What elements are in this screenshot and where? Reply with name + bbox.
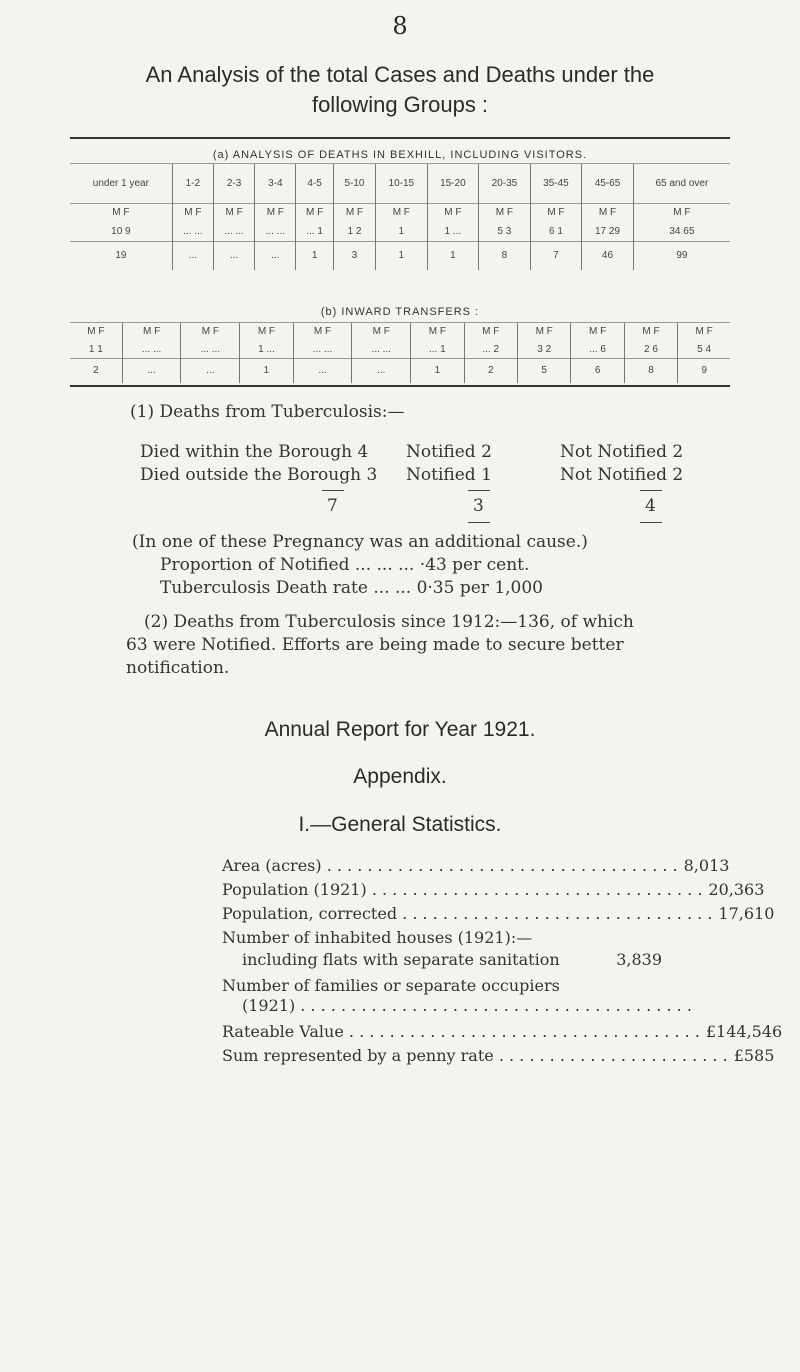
table-cell: 6 [571,359,624,383]
table-a-totals-row [70,242,730,270]
table-cell: 8 [479,242,531,270]
table-cell: 5 4 [678,341,730,359]
table-cell: 65 and over [633,164,730,204]
tb-since-1912: 63 were Notified. Efforts are being made to secure better [126,635,624,655]
stats-label: including flats with separate sanitation [242,950,560,969]
table-cell: 4-5 [296,164,333,204]
divider [468,522,490,523]
table-cell: ... [181,359,240,383]
table-cell: 15-20 [427,164,479,204]
table-cell: ... 2 [464,341,517,359]
table-cell: 7 [530,242,582,270]
table-cell: 1 [240,359,293,383]
table-cell: M F [571,323,624,341]
table-cell: 1 [296,242,333,270]
stats-value [692,996,698,1015]
stats-label: Area (acres) . . . . . . . . . . . . . . . . . . . . . . . . . . . . . . . . . . . [222,856,678,875]
table-cell: M F [172,204,213,222]
tb-heading: (1) Deaths from Tuberculosis:— [130,402,405,422]
table-cell: 1 [427,242,479,270]
divider [640,490,662,491]
table-cell: 3 [333,242,375,270]
page-number: 8 [392,12,408,40]
table-cell: 6 1 [530,222,582,242]
table-cell: M F [411,323,464,341]
table-cell: M F [240,323,293,341]
stats-row [222,928,662,947]
divider [322,490,344,491]
table-cell: M F [255,204,296,222]
inward-transfers-table [70,322,730,383]
table-cell: 34 65 [633,222,730,242]
stats-value: 17,610 [718,904,775,923]
stats-value: £585 [733,1046,775,1065]
table-cell: ... [293,359,352,383]
tb-total-not-notified: 4 [645,496,656,516]
tb-proportion: Proportion of Notified ... ... ... ·43 per cent. [160,555,530,575]
table-cell: M F [624,323,677,341]
stats-value: 20,363 [708,880,765,899]
table-cell: ... ... [122,341,181,359]
tb-row-notified: Notified 2 [406,442,492,462]
table-cell: 8 [624,359,677,383]
table-cell: 1 [376,242,428,270]
table-cell: under 1 year [70,164,172,204]
table-cell: 10-15 [376,164,428,204]
table-cell: 2 [70,359,122,383]
table-cell: 5-10 [333,164,375,204]
table-cell: ... [255,242,296,270]
stats-label: Population, corrected . . . . . . . . . . . . . . . . . . . . . . . . . . . . . . . [222,904,713,923]
table-cell: ... 1 [411,341,464,359]
table-cell: ... ... [352,341,411,359]
table-cell: M F [376,204,428,222]
tb-note: (In one of these Pregnancy was an additional cause.) [132,532,588,552]
table-b-totals-row [70,359,730,383]
deaths-analysis-table [70,163,730,270]
table-cell: ... ... [181,341,240,359]
table-b-sex-row [70,323,730,341]
stats-row [222,1022,783,1041]
table-cell: 1 ... [427,222,479,242]
stats-row [222,880,765,899]
table-cell: M F [464,323,517,341]
table-cell: 3 2 [517,341,570,359]
table-cell: M F [582,204,634,222]
table-cell: ... 6 [571,341,624,359]
table-cell: 10 9 [111,225,131,237]
table-cell: ... ... [293,341,352,359]
stats-label: Population (1921) . . . . . . . . . . . . . . . . . . . . . . . . . . . . . . . . . [222,880,703,899]
table-cell: ... ... [172,222,213,242]
tb-death-rate: Tuberculosis Death rate ... ... 0·35 per 1,000 [160,578,543,598]
stats-label: (1921) . . . . . . . . . . . . . . . . . . . . . . . . . . . . . . . . . . . . . . . [242,996,692,1015]
table-cell: M F [530,204,582,222]
table-cell: M F [479,204,531,222]
stats-row [242,996,692,1015]
table-cell: ... 1 [296,222,333,242]
table-cell: 20-35 [479,164,531,204]
table-cell: 1 ... [240,341,293,359]
table-cell: 2-3 [213,164,254,204]
table-cell: ... [213,242,254,270]
tb-row-not-notified: Not Notified 2 [560,465,684,485]
table-cell: 5 [517,359,570,383]
table-cell: ... ... [213,222,254,242]
table-cell: M F [293,323,352,341]
table-cell: M F [70,323,122,341]
table-cell: ... [352,359,411,383]
table-cell: 35-45 [530,164,582,204]
table-cell: M F [333,204,375,222]
tb-total-notified: 3 [473,496,484,516]
table-cell: 19 [70,242,172,270]
table-cell: 2 [464,359,517,383]
stats-row [222,976,662,995]
table-cell: M F [633,204,730,222]
stats-row [222,856,730,875]
table-cell: 1 [411,359,464,383]
stats-row [222,1046,775,1065]
table-cell: 17 29 [582,222,634,242]
stats-label: Sum represented by a penny rate . . . . . . . . . . . . . . . . . . . . . . . [222,1046,728,1065]
stats-label: Number of families or separate occupiers [222,976,560,995]
tb-row-label: Died outside the Borough 3 [140,465,378,485]
table-b-by-sex-row [70,341,730,359]
tb-row-not-notified: Not Notified 2 [560,442,684,462]
table-cell: M F [296,204,333,222]
tb-since-1912: (2) Deaths from Tuberculosis since 1912:—136, of which [144,612,634,632]
table-cell: 2 6 [624,341,677,359]
table-cell: M F [213,204,254,222]
table-cell: M F [181,323,240,341]
table-cell: 45-65 [582,164,634,204]
table-cell: M F [517,323,570,341]
stats-value: 3,839 [616,950,662,969]
stats-label: Rateable Value . . . . . . . . . . . . . . . . . . . . . . . . . . . . . . . . . . . [222,1022,700,1041]
section-title: I.—General Statistics. [298,813,502,836]
divider [468,490,490,491]
table-cell: 46 [582,242,634,270]
table-cell: 1 1 [88,343,103,355]
stats-value [656,928,662,947]
table-cell: M F [70,204,172,222]
divider [640,522,662,523]
table-cell: ... [172,242,213,270]
stats-row [242,950,662,969]
table-a-by-sex-row [70,222,730,242]
annual-report-title: Annual Report for Year 1921. [264,718,536,741]
table-cell: 5 3 [479,222,531,242]
table-cell: M F [122,323,181,341]
table-cell: M F [427,204,479,222]
table-cell: 9 [678,359,730,383]
table-cell: 99 [633,242,730,270]
table-a-age-row [70,164,730,204]
table-cell: ... ... [255,222,296,242]
stats-row [222,904,775,923]
appendix-title: Appendix. [353,765,447,788]
page-title-line-1: An Analysis of the total Cases and Deaths under the [145,62,655,87]
table-a-sex-row [70,204,730,222]
stats-value [656,976,662,995]
tb-since-1912: notification. [126,658,230,678]
table-cell: ... [122,359,181,383]
stats-value: 8,013 [683,856,730,875]
stats-label: Number of inhabited houses (1921):— [222,928,533,947]
tb-row-notified: Notified 1 [406,465,492,485]
page-title-line-2: following Groups : [311,92,489,117]
table-cell: 1 2 [333,222,375,242]
table-cell: 1 [376,222,428,242]
table-cell: 3-4 [255,164,296,204]
table-cell: 1-2 [172,164,213,204]
table-b-title: (b) INWARD TRANSFERS : [320,306,480,318]
tb-row-label: Died within the Borough 4 [140,442,369,462]
stats-value: £144,546 [705,1022,783,1041]
tb-total-all: 7 [327,496,338,516]
table-cell: M F [678,323,730,341]
table-cell: M F [352,323,411,341]
table-a-title: (a) ANALYSIS OF DEATHS IN BEXHILL, INCLUDING VISITORS. [212,149,588,161]
